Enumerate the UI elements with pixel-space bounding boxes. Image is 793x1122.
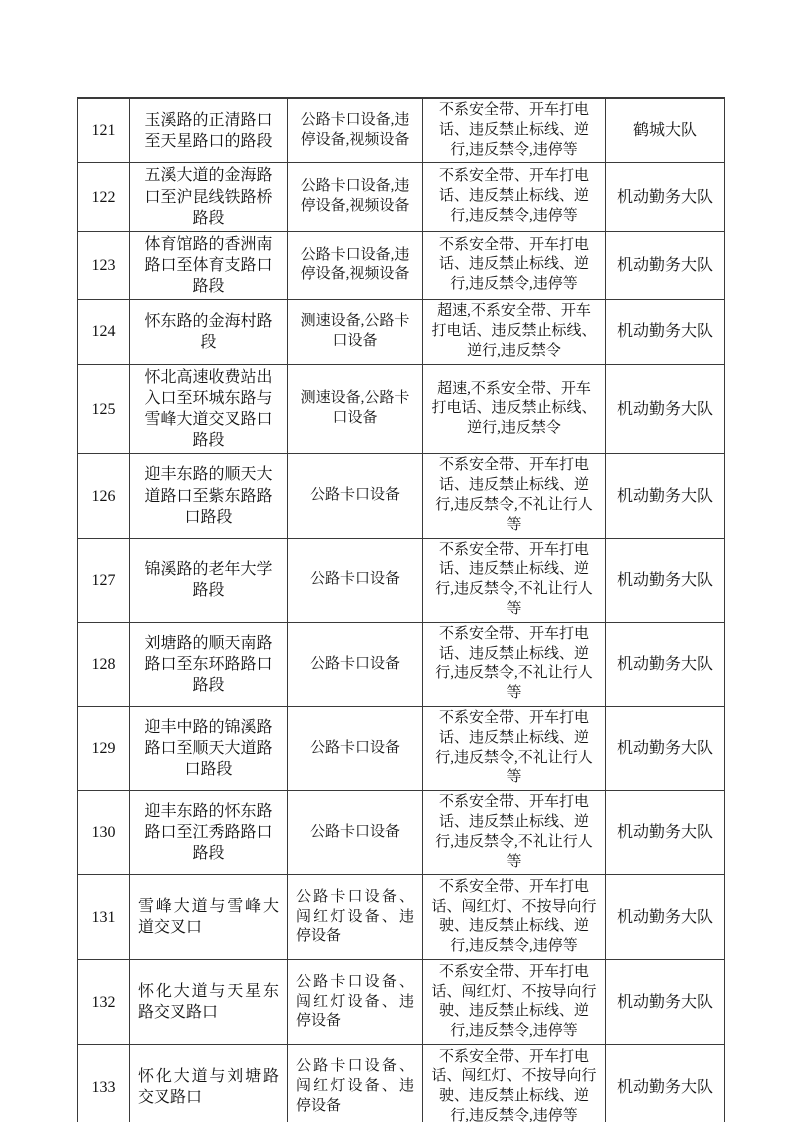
violations-cell: 不系安全带、开车打电话、闯红灯、不按导向行驶、违反禁止标线、逆行,违反禁令,违停等 [423, 960, 606, 1045]
unit-cell: 机动勤务大队 [606, 365, 725, 454]
equipment-cell: 公路卡口设备,违停设备,视频设备 [288, 231, 423, 299]
road-segment-cell: 怀东路的金海村路段 [130, 300, 288, 365]
road-segment-cell: 雪峰大道与雪峰大道交叉口 [130, 875, 288, 960]
row-number-cell: 126 [78, 454, 130, 538]
unit-cell: 机动勤务大队 [606, 622, 725, 706]
violations-cell: 超速,不系安全带、开车打电话、违反禁止标线、逆行,违反禁令 [423, 300, 606, 365]
violations-cell: 不系安全带、开车打电话、违反禁止标线、逆行,违反禁令,不礼让行人等 [423, 538, 606, 622]
row-number-cell: 123 [78, 231, 130, 299]
unit-cell: 机动勤务大队 [606, 454, 725, 538]
table-row [78, 300, 725, 365]
unit-cell: 机动勤务大队 [606, 300, 725, 365]
unit-cell: 机动勤务大队 [606, 231, 725, 299]
road-segment-cell: 怀北高速收费站出入口至环城东路与雪峰大道交叉路口路段 [130, 365, 288, 454]
equipment-cell: 公路卡口设备 [288, 454, 423, 538]
row-number-cell: 125 [78, 365, 130, 454]
violations-cell: 不系安全带、开车打电话、闯红灯、不按导向行驶、违反禁止标线、逆行,违反禁令,违停等 [423, 1045, 606, 1122]
violations-cell: 超速,不系安全带、开车打电话、违反禁止标线、逆行,违反禁令 [423, 365, 606, 454]
row-number-cell: 131 [78, 875, 130, 960]
road-segment-cell: 迎丰东路的顺天大道路口至紫东路路口路段 [130, 454, 288, 538]
unit-cell: 机动勤务大队 [606, 960, 725, 1045]
row-number-cell: 122 [78, 163, 130, 231]
equipment-cell: 公路卡口设备 [288, 707, 423, 791]
row-number-cell: 124 [78, 300, 130, 365]
equipment-cell: 公路卡口设备,违停设备,视频设备 [288, 163, 423, 231]
table-row [78, 163, 725, 231]
unit-cell: 机动勤务大队 [606, 538, 725, 622]
equipment-cell: 公路卡口设备,违停设备,视频设备 [288, 98, 423, 163]
road-segment-cell: 迎丰东路的怀东路路口至江秀路路口路段 [130, 791, 288, 875]
road-segment-cell: 锦溪路的老年大学路段 [130, 538, 288, 622]
table-row [78, 231, 725, 299]
row-number-cell: 129 [78, 707, 130, 791]
violations-cell: 不系安全带、开车打电话、违反禁止标线、逆行,违反禁令,违停等 [423, 163, 606, 231]
table-row [78, 875, 725, 960]
violations-cell: 不系安全带、开车打电话、违反禁止标线、逆行,违反禁令,不礼让行人等 [423, 707, 606, 791]
violations-cell: 不系安全带、开车打电话、违反禁止标线、逆行,违反禁令,违停等 [423, 231, 606, 299]
unit-cell: 机动勤务大队 [606, 707, 725, 791]
traffic-enforcement-table [77, 97, 725, 1122]
unit-cell: 机动勤务大队 [606, 163, 725, 231]
equipment-cell: 公路卡口设备、闯红灯设备、违停设备 [288, 875, 423, 960]
unit-cell: 机动勤务大队 [606, 875, 725, 960]
equipment-cell: 公路卡口设备 [288, 622, 423, 706]
road-segment-cell: 五溪大道的金海路口至沪昆线铁路桥路段 [130, 163, 288, 231]
road-segment-cell: 体育馆路的香洲南路口至体育支路口路段 [130, 231, 288, 299]
violations-cell: 不系安全带、开车打电话、违反禁止标线、逆行,违反禁令,不礼让行人等 [423, 454, 606, 538]
row-number-cell: 128 [78, 622, 130, 706]
equipment-cell: 测速设备,公路卡口设备 [288, 300, 423, 365]
table-row [78, 1045, 725, 1122]
row-number-cell: 127 [78, 538, 130, 622]
violations-cell: 不系安全带、开车打电话、违反禁止标线、逆行,违反禁令,不礼让行人等 [423, 622, 606, 706]
violations-cell: 不系安全带、开车打电话、违反禁止标线、逆行,违反禁令,违停等 [423, 98, 606, 163]
equipment-cell: 公路卡口设备 [288, 791, 423, 875]
table-row [78, 98, 725, 163]
table-row [78, 538, 725, 622]
violations-cell: 不系安全带、开车打电话、闯红灯、不按导向行驶、违反禁止标线、逆行,违反禁令,违停等 [423, 875, 606, 960]
equipment-cell: 测速设备,公路卡口设备 [288, 365, 423, 454]
row-number-cell: 121 [78, 98, 130, 163]
unit-cell: 机动勤务大队 [606, 791, 725, 875]
unit-cell: 机动勤务大队 [606, 1045, 725, 1122]
table-row [78, 622, 725, 706]
unit-cell: 鹤城大队 [606, 98, 725, 163]
road-segment-cell: 玉溪路的正清路口至天星路口的路段 [130, 98, 288, 163]
equipment-cell: 公路卡口设备、闯红灯设备、违停设备 [288, 1045, 423, 1122]
table-row [78, 707, 725, 791]
violations-cell: 不系安全带、开车打电话、违反禁止标线、逆行,违反禁令,不礼让行人等 [423, 791, 606, 875]
table-row [78, 365, 725, 454]
road-segment-cell: 怀化大道与刘塘路交叉路口 [130, 1045, 288, 1122]
road-segment-cell: 刘塘路的顺天南路路口至东环路路口路段 [130, 622, 288, 706]
equipment-cell: 公路卡口设备、闯红灯设备、违停设备 [288, 960, 423, 1045]
table-row [78, 960, 725, 1045]
table-row [78, 791, 725, 875]
row-number-cell: 130 [78, 791, 130, 875]
row-number-cell: 133 [78, 1045, 130, 1122]
row-number-cell: 132 [78, 960, 130, 1045]
equipment-cell: 公路卡口设备 [288, 538, 423, 622]
table-row [78, 454, 725, 538]
road-segment-cell: 怀化大道与天星东路交叉路口 [130, 960, 288, 1045]
road-segment-cell: 迎丰中路的锦溪路路口至顺天大道路口路段 [130, 707, 288, 791]
